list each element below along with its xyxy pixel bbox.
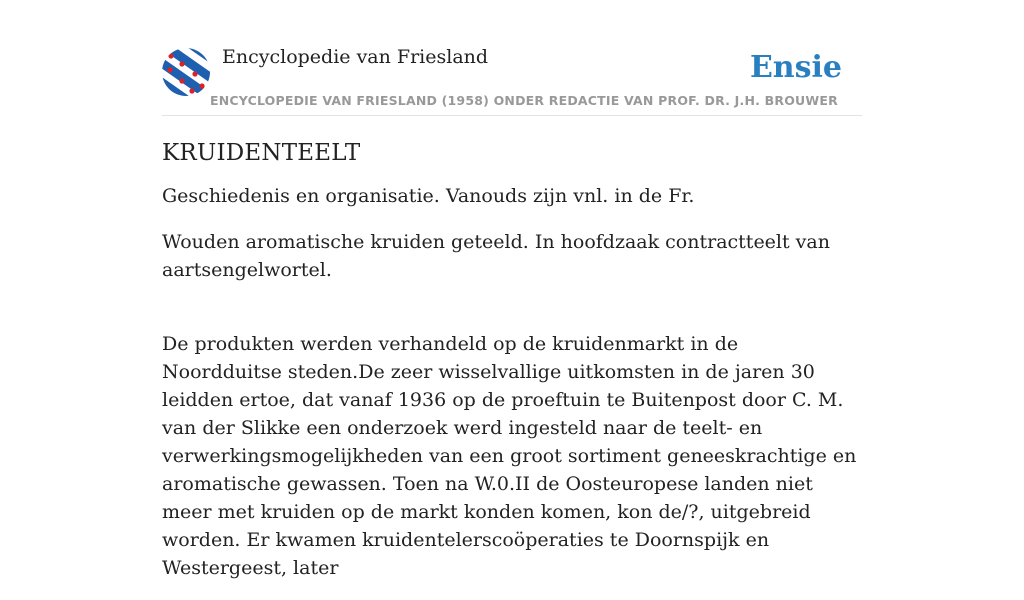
site-title-link[interactable]: Encyclopedie van Friesland [222, 46, 489, 68]
brand-logo-link[interactable]: Ensie [749, 50, 842, 85]
source-subtitle: ENCYCLOPEDIE VAN FRIESLAND (1958) ONDER REDACTIE VAN PROF. DR. J.H. BROUWER [210, 93, 838, 108]
article-headword: KRUIDENTEELT [162, 140, 361, 166]
article-body [162, 140, 862, 600]
site-header [162, 44, 862, 116]
paragraph-spacer [162, 302, 862, 330]
article-paragraph: De produkten werden verhandeld op de kruidenmarkt in de Noordduitse steden.De zeer wisselvallige uitkomsten in de jaren 30 leidden ertoe, dat vanaf 1936 op de proeftuin te Buitenpost door C. M. van der Slikke een onderzoek werd ingesteld naar de teelt- en verwerkingsmogelijkheden van een groot sortiment geneeskrachtige en aromatische gewassen. Toen na W.0.II de Oosteuropese landen niet meer met kruiden op de markt konden komen, kon de/?, uitgebreid worden. Er kwamen kruidentelerscoöperaties te Doornspijk en Westergeest, later [162, 333, 857, 579]
frisian-flag-icon[interactable] [162, 48, 210, 96]
header-divider [162, 115, 862, 116]
article-paragraph: Geschiedenis en organisatie. Vanouds zijn vnl. in de Fr. [162, 185, 695, 207]
article-paragraph: Wouden aromatische kruiden geteeld. In hoofdzaak contractteelt van aartsengelwortel. [162, 231, 830, 281]
